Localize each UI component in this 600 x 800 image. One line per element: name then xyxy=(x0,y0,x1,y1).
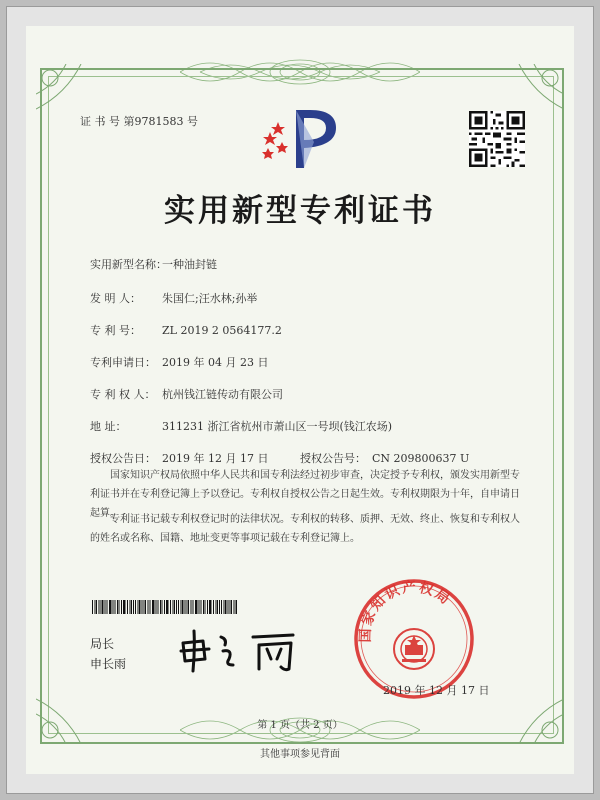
field-grant-number xyxy=(300,450,469,466)
svg-text:国家知识产权局: 国家知识产权局 xyxy=(357,579,455,643)
field-value: 311231 浙江省杭州市萧山区一号坝(钱江农场) xyxy=(162,420,393,433)
field-patentee xyxy=(90,386,283,402)
field-value: ZL 2019 2 0564177.2 xyxy=(162,324,282,337)
field-address xyxy=(90,418,392,434)
field-utility-model-name xyxy=(90,256,217,272)
field-label: 专利申请日： xyxy=(90,356,156,369)
seal-date: 2019 年 12 月 17 日 xyxy=(383,684,490,697)
field-value: 一种油封链 xyxy=(162,258,217,271)
field-inventor xyxy=(90,290,257,306)
director-signature xyxy=(175,625,315,675)
field-label: 专 利 号： xyxy=(90,324,141,337)
corner-ornament-bottom-left xyxy=(36,674,106,744)
field-label: 授权公告号： xyxy=(300,452,366,465)
field-label: 专 利 权 人： xyxy=(90,388,156,401)
field-value: 杭州钱江链传动有限公司 xyxy=(162,388,283,401)
certificate-title: 实用新型专利证书 xyxy=(164,193,436,229)
field-label: 地 址： xyxy=(90,420,127,433)
certificate-number: 证 书 号 第9781583 号 xyxy=(80,115,198,128)
field-value: 朱国仁;汪水林;孙举 xyxy=(162,292,258,305)
field-label: 发 明 人： xyxy=(90,292,141,305)
field-value: 2019 年 04 月 23 日 xyxy=(162,356,269,369)
field-value: CN 209800637 U xyxy=(372,452,470,465)
field-label: 授权公告日： xyxy=(90,452,156,465)
page-number: 第 1 页（共 2 页） xyxy=(257,720,343,731)
director-title: 局长 xyxy=(90,637,115,651)
grant-statement-paragraph: 国家知识产权局依照中华人民共和国专利法经过初步审查，决定授予专利权，颁发实用新型专利证书并在专利登记簿上予以登记。专利权自授权公告之日起生效。专利权期限为十年，自申请日起算。 xyxy=(90,470,520,519)
patent-office-emblem-icon xyxy=(256,102,346,172)
qr-code-icon xyxy=(469,111,525,167)
legal-status-paragraph: 专利证书记载专利权登记时的法律状况。专利权的转移、质押、无效、终止、恢复和专利权人的姓名或名称、国籍、地址变更等事项记载在专利登记簿上。 xyxy=(90,514,520,544)
field-grant-date xyxy=(90,450,268,466)
field-patent-number xyxy=(90,322,282,338)
field-label: 实用新型名称： xyxy=(90,258,167,271)
back-note: 其他事项参见背面 xyxy=(260,749,340,760)
field-filing-date xyxy=(90,354,268,370)
corner-ornament-bottom-right xyxy=(494,674,564,744)
director-name: 申长雨 xyxy=(90,657,127,671)
field-value: 2019 年 12 月 17 日 xyxy=(162,452,269,465)
barcode-icon xyxy=(92,600,237,614)
